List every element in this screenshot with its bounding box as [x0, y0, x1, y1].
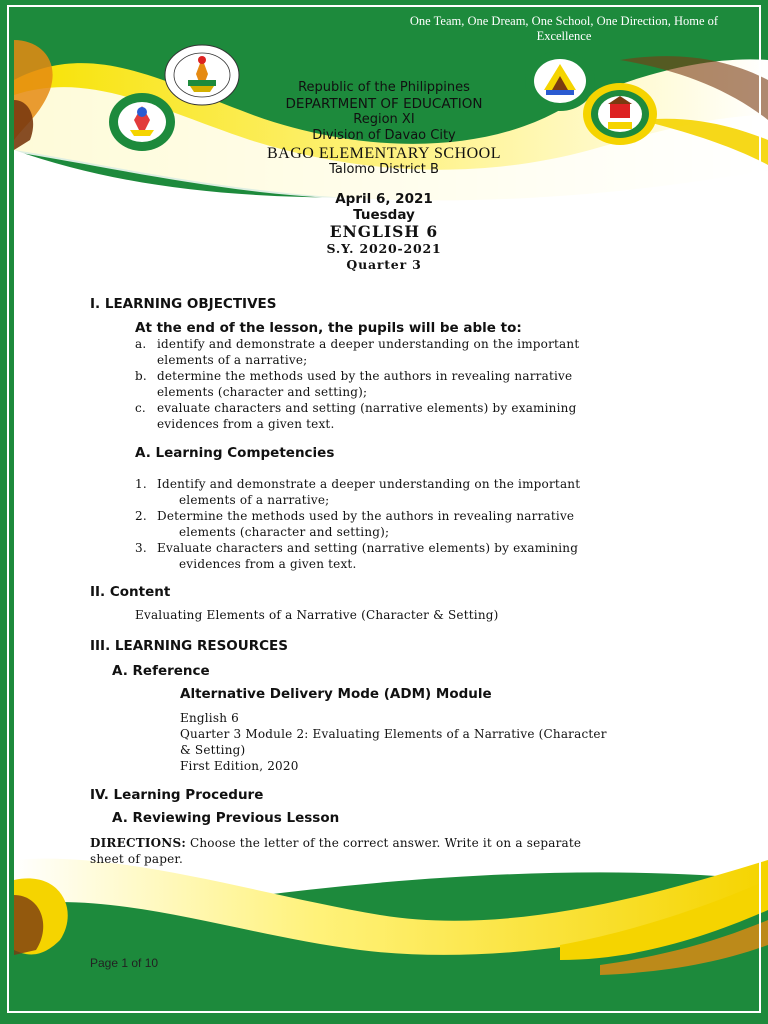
lesson-day: Tuesday: [353, 207, 415, 223]
reference-heading: A. Reference: [112, 663, 210, 679]
list-item: c. evaluate characters and setting (narrative elements) by examining evidences from a given text.: [135, 401, 577, 431]
objectives-intro: At the end of the lesson, the pupils will be able to:: [135, 320, 522, 336]
content-heading: II. Content: [90, 584, 171, 600]
directions: DIRECTIONS: Choose the letter of the correct answer. Write it on a separate sheet of paper.: [90, 836, 582, 866]
list-item: a. identify and demonstrate a deeper understanding on the important elements of a narrative;: [135, 337, 580, 367]
objectives-heading: I. LEARNING OBJECTIVES: [90, 296, 277, 312]
competencies-list: [135, 476, 695, 572]
list-item: b. determine the methods used by the authors in revealing narrative elements (character and setting);: [135, 369, 573, 399]
republic-line: Republic of the Philippines: [298, 80, 470, 95]
competencies-heading: A. Learning Competencies: [135, 445, 335, 461]
school-year: S.Y. 2020-2021: [326, 241, 442, 256]
region-line: Region XI: [353, 112, 415, 127]
resources-heading: III. LEARNING RESOURCES: [90, 638, 288, 654]
list-item: 2. Determine the methods used by the authors in revealing narrative elements (character and setting);: [135, 509, 575, 539]
reference-details: English 6 Quarter 3 Module 2: Evaluating Elements of a Narrative (Character & Setting) First Edition, 2020: [180, 711, 607, 773]
subject-title: ENGLISH 6: [329, 222, 439, 241]
department-line: DEPARTMENT OF EDUCATION: [285, 96, 483, 112]
procedure-heading: IV. Learning Procedure: [90, 787, 264, 803]
module-title: Alternative Delivery Mode (ADM) Module: [180, 686, 492, 702]
letterhead: [0, 80, 768, 178]
content-text: Evaluating Elements of a Narrative (Character & Setting): [135, 608, 499, 622]
objectives-list: [135, 336, 695, 432]
lesson-date: April 6, 2021: [335, 191, 433, 207]
school-motto: One Team, One Dream, One School, One Direction, Home of Excellence: [409, 14, 719, 43]
quarter: Quarter 3: [346, 257, 422, 272]
division-line: Division of Davao City: [312, 128, 456, 143]
district-line: Talomo District B: [329, 162, 439, 177]
reviewing-heading: A. Reviewing Previous Lesson: [112, 810, 340, 826]
school-name: BAGO ELEMENTARY SCHOOL: [266, 145, 501, 162]
lesson-info: [0, 191, 768, 273]
list-item: 3. Evaluate characters and setting (narrative elements) by examining evidences from a given text.: [135, 541, 579, 571]
list-item: 1. Identify and demonstrate a deeper understanding on the important elements of a narrative;: [135, 477, 581, 507]
directions-label: DIRECTIONS:: [90, 836, 186, 850]
page-number: Page 1 of 10: [90, 956, 159, 970]
